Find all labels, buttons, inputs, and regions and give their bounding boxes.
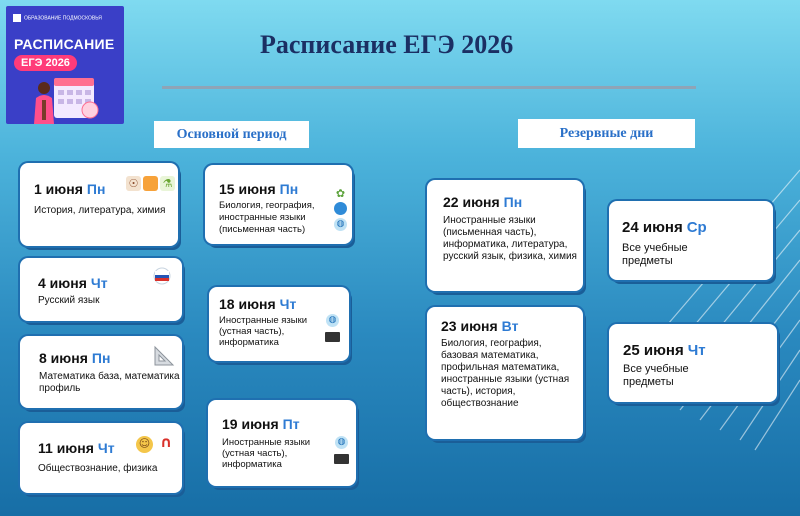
language-globe-icon: ◍ (335, 436, 348, 449)
reserve-card-june-22 (427, 180, 583, 291)
weekday-text: Вт (501, 318, 519, 334)
date-text: 8 июня (39, 350, 88, 366)
date-text: 1 июня (34, 181, 83, 197)
ruler-triangle-icon (153, 345, 175, 367)
exam-card-june-4 (20, 258, 182, 321)
reserve-card-june-24 (609, 201, 773, 280)
exam-date (623, 342, 706, 359)
exam-card-june-11 (20, 423, 182, 493)
weekday-text: Пн (91, 350, 111, 366)
exam-subjects: Биология, география, базовая математика, профильная математика, иностранные языки (устная часть), история, обществознание (441, 338, 570, 409)
page-title: Расписание ЕГЭ 2026 (260, 30, 514, 59)
exam-subjects: Иностранные языки (устная часть), информатика (219, 315, 308, 348)
history-icon: ☉ (126, 176, 141, 191)
weekday-text: Чт (90, 275, 108, 291)
weekday-text: Чт (279, 296, 297, 312)
exam-subjects: Иностранные языки (письменная часть), информатика, литература, русский язык, физика, химия (443, 215, 577, 262)
weekday-text: Пт (282, 416, 300, 432)
student-calendar-icon (6, 74, 124, 124)
exam-date (622, 219, 707, 236)
date-text: 24 июня (622, 219, 683, 236)
exam-card-june-8 (20, 336, 182, 408)
date-text: 18 июня (219, 296, 276, 312)
exam-subjects: Биология, география, иностранные языки (письменная часть) (219, 200, 315, 235)
exam-date (34, 181, 105, 197)
date-text: 4 июня (38, 275, 87, 291)
thumbnail-badge: ЕГЭ 2026 (14, 55, 77, 71)
exam-date (219, 181, 298, 197)
date-text: 11 июня (38, 440, 94, 456)
exam-card-june-1 (20, 163, 178, 246)
exam-subjects: Обществознание, физика (38, 463, 158, 474)
exam-subjects: Все учебные предметы (622, 242, 688, 267)
exam-date (441, 318, 518, 334)
laptop-icon (325, 332, 340, 342)
thumbnail-title: РАСПИСАНИЕ (14, 36, 115, 52)
date-text: 25 июня (623, 342, 684, 359)
language-globe-icon: ◍ (326, 314, 339, 327)
exam-date (219, 296, 296, 312)
exam-date (39, 350, 110, 366)
weekday-text: Пн (86, 181, 106, 197)
exam-subjects: Математика база, математика профиль (39, 371, 180, 394)
russian-flag-icon (151, 267, 173, 285)
exam-subjects: Все учебные предметы (623, 363, 689, 388)
main-period-label: Основной период (154, 121, 309, 148)
language-globe-icon: ◍ (334, 218, 347, 231)
date-text: 15 июня (219, 181, 276, 197)
title-divider (162, 86, 696, 89)
laptop-icon (334, 454, 349, 464)
exam-subjects: История, литература, химия (34, 205, 166, 216)
reserve-card-june-23 (427, 307, 583, 439)
date-text: 19 июня (222, 416, 279, 432)
reserve-card-june-25 (609, 324, 777, 402)
weekday-text: Чт (687, 342, 706, 359)
exam-subjects: Русский язык (38, 295, 100, 306)
brand-logo (13, 14, 102, 22)
globe-icon (334, 202, 347, 215)
decorative-lines (580, 130, 800, 516)
exam-card-june-18 (209, 287, 349, 361)
book-icon (143, 176, 158, 191)
exam-date (38, 440, 115, 456)
weekday-text: Пн (503, 194, 523, 210)
exam-date (38, 275, 108, 291)
magnet-icon: ∩ (159, 433, 173, 451)
exam-card-june-19 (208, 400, 356, 486)
exam-date (443, 194, 522, 210)
exam-subjects: Иностранные языки (устная часть), информатика (222, 437, 311, 470)
person-icon: ☺ (136, 436, 153, 453)
date-text: 23 июня (441, 318, 498, 334)
reserve-days-label: Резервные дни (518, 119, 695, 148)
weekday-text: Чт (97, 440, 115, 456)
weekday-text: Пн (279, 181, 299, 197)
date-text: 22 июня (443, 194, 500, 210)
schedule-thumbnail (6, 6, 124, 124)
exam-date (222, 416, 300, 432)
exam-card-june-15 (205, 165, 352, 244)
logo-text: ОБРАЗОВАНИЕ ПОДМОСКОВЬЯ (24, 15, 102, 22)
flask-icon: ⚗ (160, 176, 175, 191)
weekday-text: Ср (686, 219, 707, 236)
plant-icon: ✿ (335, 187, 346, 200)
